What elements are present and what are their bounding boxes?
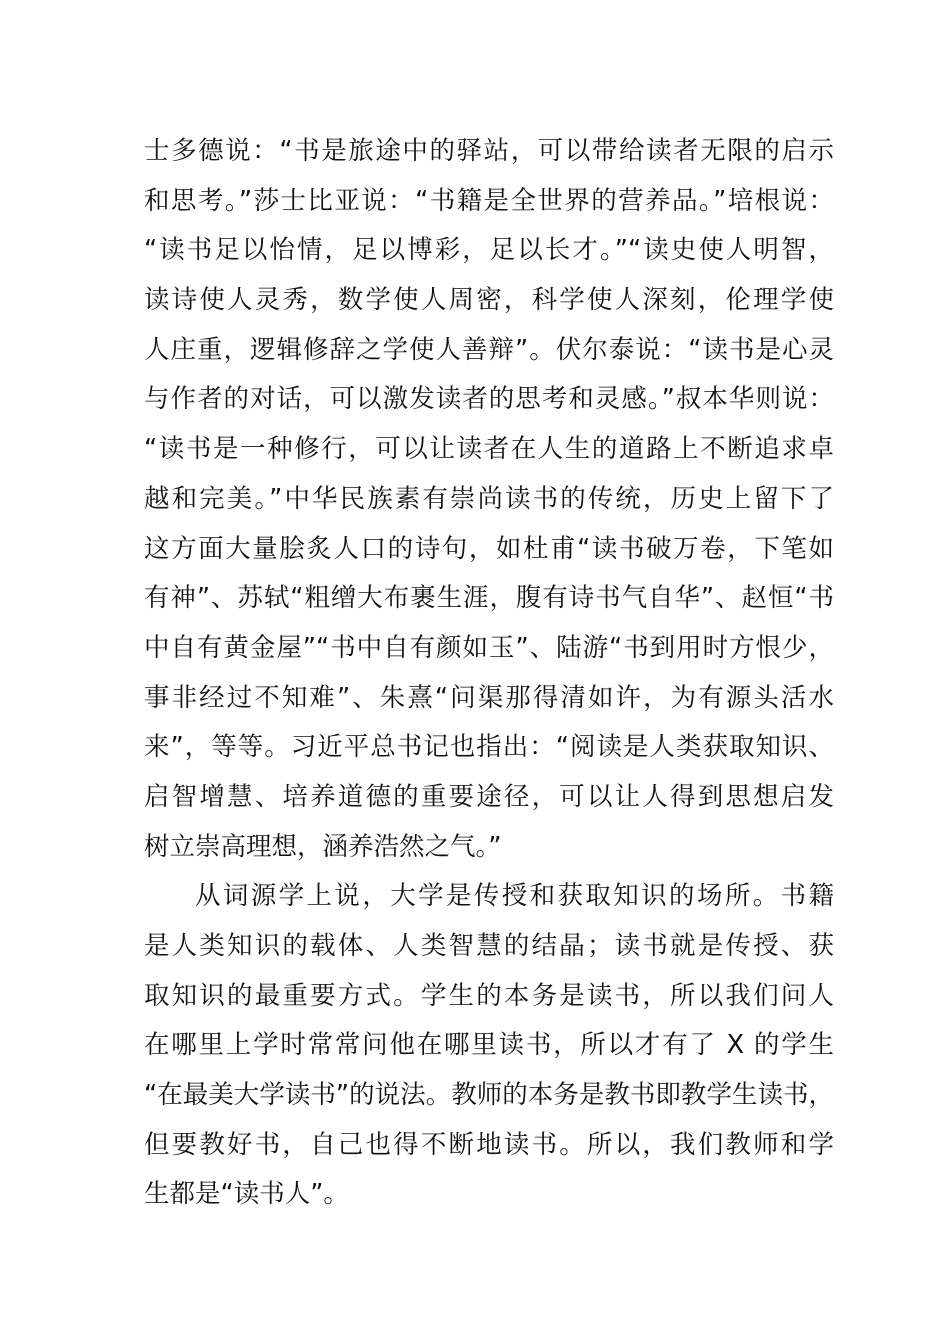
text-line: “读书足以怡情，足以博彩，足以长才。”“读史使人明智， <box>144 235 834 266</box>
text-line: 是人类知识的载体、人类智慧的结晶；读书就是传授、获 <box>144 931 834 961</box>
text-line: 树立崇高理想，涵养浩然之气。” <box>144 831 502 862</box>
text-line: 和思考。”莎士比亚说：“书籍是全世界的营养品。”培根说： <box>144 185 834 216</box>
text-line: 这方面大量脍炙人口的诗句，如杜甫“读书破万卷，下笔如 <box>144 533 834 564</box>
text-line: 来”，等等。习近平总书记也指出：“阅读是人类获取知识、 <box>144 732 834 763</box>
text-line: 从词源学上说，大学是传授和获取知识的场所。书籍 <box>195 881 834 912</box>
text-line: 越和完美。”中华民族素有崇尚读书的传统，历史上留下了 <box>144 483 834 514</box>
text-line: 与作者的对话，可以激发读者的思考和灵感。”叔本华则说： <box>144 384 834 415</box>
text-line: 读诗使人灵秀，数学使人周密，科学使人深刻，伦理学使 <box>144 285 834 316</box>
paragraph-2 <box>144 872 834 1220</box>
text-line: 但要教好书，自己也得不断地读书。所以，我们教师和学 <box>144 1129 834 1160</box>
text-line: 人庄重，逻辑修辞之学使人善辩”。伏尔泰说：“读书是心灵 <box>144 334 834 365</box>
text-line: 取知识的最重要方式。学生的本务是读书，所以我们问人 <box>144 980 834 1011</box>
paragraph-1 <box>144 127 834 872</box>
text-line: 在哪里上学时常常问他在哪里读书，所以才有了 X 的学生 <box>144 1030 834 1061</box>
text-line: 事非经过不知难”、朱熹“问渠那得清如许，为有源头活水 <box>144 682 834 713</box>
text-line: 启智增慧、培养道德的重要途径，可以让人得到思想启发 <box>144 781 834 812</box>
text-line: “在最美大学读书”的说法。教师的本务是教书即教学生读书， <box>144 1080 834 1111</box>
text-line: 士多德说：“书是旅途中的驿站，可以带给读者无限的启示 <box>144 136 834 166</box>
text-line: 生都是“读书人”。 <box>144 1179 349 1210</box>
text-line: 中自有黄金屋”“书中自有颜如玉”、陆游“书到用时方恨少， <box>144 632 834 663</box>
text-line: “读书是一种修行，可以让读者在人生的道路上不断追求卓 <box>144 434 834 465</box>
text-line: 有神”、苏轼“粗缯大布裹生涯，腹有诗书气自华”、赵恒“书 <box>144 583 834 614</box>
body-text <box>144 127 834 1220</box>
